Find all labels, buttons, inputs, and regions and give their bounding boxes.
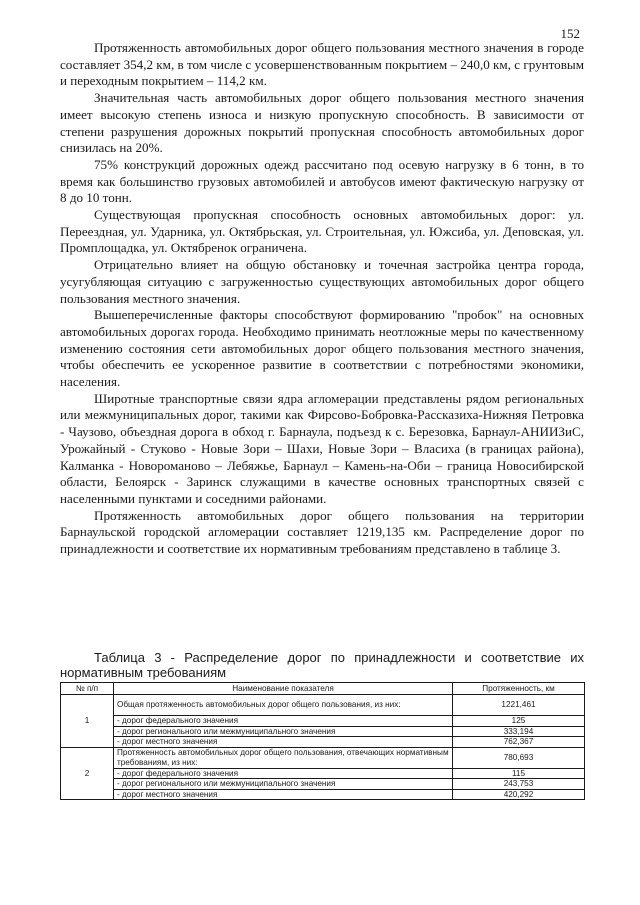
table-row [61, 716, 585, 727]
row-value: 780,693 [453, 747, 585, 768]
row-label: - дорог федерального значения [114, 768, 453, 779]
header-indicator: Наименование показателя [114, 683, 453, 695]
paragraph: 75% конструкций дорожных одежд рассчитано под осевую нагрузку в 6 тонн, в то время как большинство грузовых автомобилей и автобусов имеют фактическую нагрузку от 8 до 10 тонн. [60, 156, 584, 206]
header-length: Протяженность, км [453, 683, 585, 695]
paragraph: Существующая пропускная способность основных автомобильных дорог: ул. Переездная, ул. Ударника, ул. Октябрьская, ул. Строительная, ул. Южсиба, ул. Деповская, ул. Промплощадка, ул. Октябренок ограничена. [60, 207, 584, 256]
paragraph: Отрицательно влияет на общую обстановку и точечная застройка центра города, усугубляющая ситуацию с загруженностью существующих автомобильных дорог общего пользования местного значения. [60, 257, 584, 306]
row-label: - дорог местного значения [114, 789, 453, 800]
paragraph: Широтные транспортные связи ядра агломерации представлены рядом региональных или межмуниципальных дорог, такими как Фирсово-Бобровка-Рассказиха-Нижняя Петровка - Чаузово, объездная дорога в обход г. Барнаула, подъезд к с. Березовка, Барнаул-АНИИЗиС, Урожайный - Стуково - Новые Зори – Шахи, Новые Зори – Власиха (в границах района), Калманка - Новороманово – Лебяжье, Барнаул – Камень-на-Оби – граница Новосибирской области, Белоярск - Заринск служащими в качестве основных транспортных связей с населенными пунктами и соседними районами. [60, 390, 584, 506]
row-title: Общая протяженность автомобильных дорог общего пользования, из них: [114, 695, 453, 716]
row-label: - дорог регионального или межмуниципального значения [114, 779, 453, 790]
row-num: 2 [61, 747, 114, 800]
table-caption: Таблица 3 - Распределение дорог по принадлежности и соответствие их нормативным требованиям [60, 650, 584, 680]
table-row [61, 768, 585, 779]
row-value: 420,292 [453, 789, 585, 800]
row-value: 243,753 [453, 779, 585, 790]
table-row [61, 779, 585, 790]
row-value: 125 [453, 716, 585, 727]
table-row [61, 726, 585, 737]
row-value: 333,194 [453, 726, 585, 737]
row-value: 1221,461 [453, 695, 585, 716]
table-header-row [61, 683, 585, 695]
row-value: 762,367 [453, 737, 585, 748]
header-num: № п/п [61, 683, 114, 695]
row-title: Протяженность автомобильных дорог общего пользования, отвечающих нормативным требованиям, из них: [114, 747, 453, 768]
row-label: - дорог местного значения [114, 737, 453, 748]
row-label: - дорог регионального или межмуниципального значения [114, 726, 453, 737]
paragraph: Протяженность автомобильных дорог общего пользования местного значения в городе составляет 354,2 км, в том числе с усовершенствованным покрытием – 240,0 км, с грунтовым и переходным покрытием – 114,2 км. [60, 40, 584, 89]
table-row [61, 789, 585, 800]
table-row [61, 695, 585, 716]
row-value: 115 [453, 768, 585, 779]
row-num: 1 [61, 695, 114, 748]
page-number: 152 [560, 26, 580, 41]
table-row [61, 737, 585, 748]
body-text [60, 40, 584, 558]
row-label: - дорог федерального значения [114, 716, 453, 727]
paragraph: Вышеперечисленные факторы способствуют формированию "пробок" на основных автомобильных дорогах города. Необходимо принимать неотложные меры по качественному изменению состояния сети автомобильных дорог общего пользования местного значения, чтобы обеспечить ее ускоренное развитие в соответствии с потребностями экономики, населения. [60, 307, 584, 390]
paragraph: Протяженность автомобильных дорог общего пользования на территории Барнаульской городской агломерации составляет 1219,135 км. Распределение дорог по принадлежности и соответствие их нормативным требованиям представлено в таблице 3. [60, 507, 584, 557]
table-row [61, 747, 585, 768]
roads-table [60, 682, 585, 800]
paragraph: Значительная часть автомобильных дорог общего пользования местного значения имеет высокую степень износа и низкую пропускную способность. В зависимости от степени разрушения дорожных покрытий пропускная способность автомобильных дорог снизилась на 20%. [60, 90, 584, 156]
